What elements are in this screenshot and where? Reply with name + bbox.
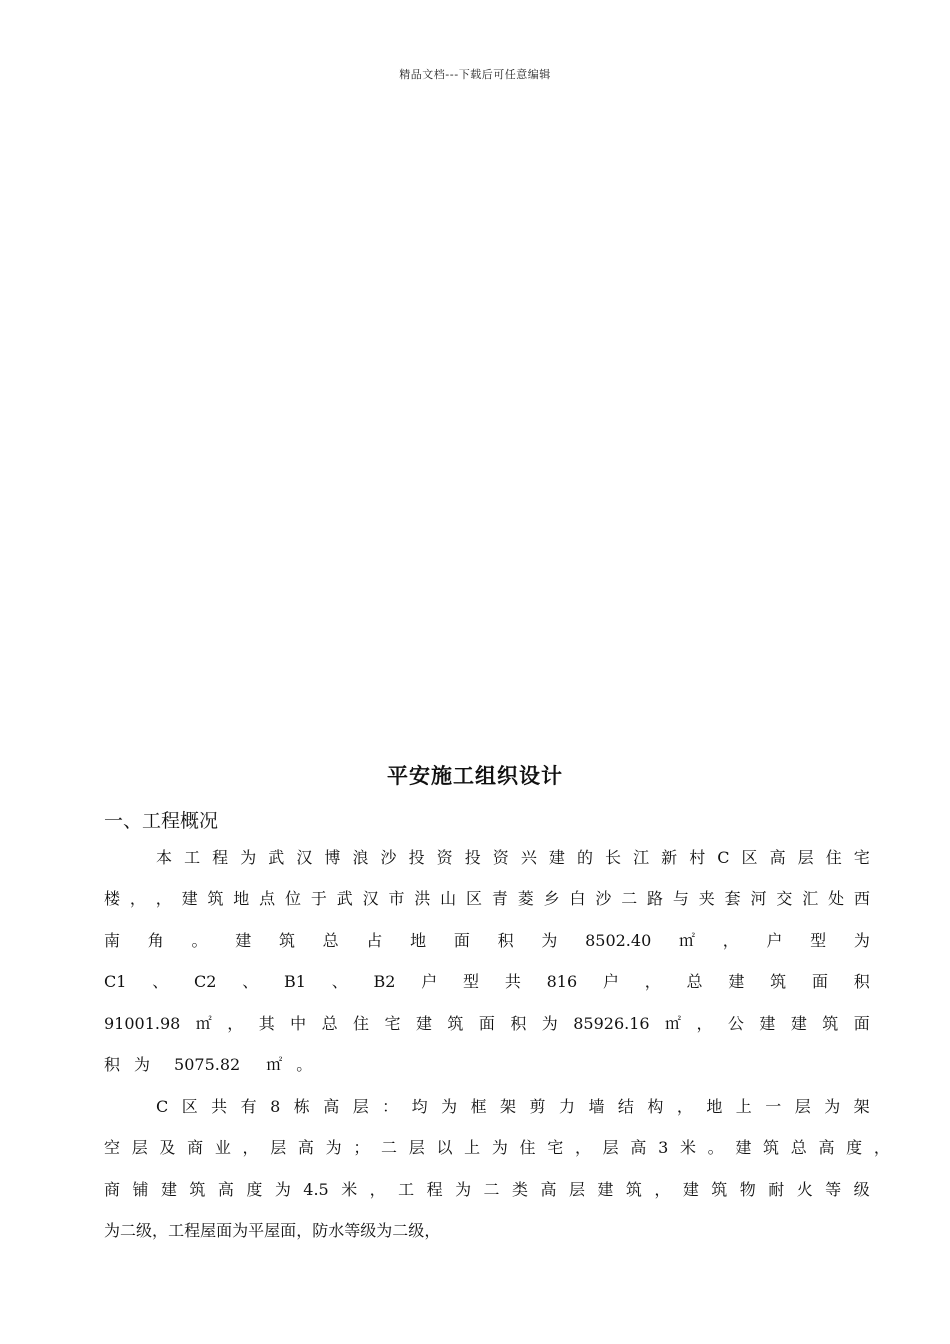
text-token: 。 [707, 1138, 724, 1157]
text-token: 青 [491, 889, 508, 908]
text-token: 宅 [853, 848, 870, 867]
text-token: 户 [766, 931, 783, 950]
text-token: 总 [790, 1138, 807, 1157]
text-line [104, 970, 870, 994]
text-token: 平 [248, 1221, 265, 1240]
text-token: 建 [415, 1014, 432, 1033]
text-token: ， [696, 1014, 713, 1033]
text-token: 程 [426, 1180, 443, 1199]
text-token: ㎡ [266, 1055, 283, 1074]
text-token: ， [873, 1138, 890, 1157]
text-token: 交 [776, 889, 793, 908]
text-token: 高 [323, 1097, 340, 1116]
text-token: 总 [686, 972, 703, 991]
text-token: 商 [104, 1180, 121, 1199]
text-token: 架 [853, 1097, 870, 1116]
text-token: 浪 [352, 848, 369, 867]
text-token: 91001.98 [104, 1014, 181, 1033]
text-token: 屋 [200, 1221, 217, 1240]
text-token: 米 [341, 1180, 358, 1199]
text-token: 点 [259, 889, 276, 908]
text-token: 、 [242, 972, 259, 991]
text-token: 投 [408, 848, 425, 867]
text-token: 筑 [711, 1180, 728, 1199]
text-token: 建 [735, 1138, 752, 1157]
text-token: ， [242, 1138, 259, 1157]
text-token: 等 [344, 1221, 361, 1240]
text-token: 墙 [588, 1097, 605, 1116]
text-token: ， [654, 1180, 671, 1199]
text-token: 为 [541, 931, 558, 950]
text-token: 水 [328, 1221, 345, 1240]
text-token: 。 [191, 931, 208, 950]
text-token: 一 [765, 1097, 782, 1116]
text-token: 栋 [293, 1097, 310, 1116]
text-token: 框 [470, 1097, 487, 1116]
text-token: 户 [602, 972, 619, 991]
text-token: C [717, 848, 730, 867]
text-token: 构 [647, 1097, 664, 1116]
text-token: 资 [492, 848, 509, 867]
text-token: 路 [647, 889, 664, 908]
text-token: 地 [233, 889, 250, 908]
text-token: 层 [270, 1138, 287, 1157]
text-token: 型 [463, 972, 480, 991]
text-token: 筑 [189, 1180, 206, 1199]
text-token: 住 [825, 848, 842, 867]
text-line [104, 1178, 870, 1202]
text-token: 建 [682, 1180, 699, 1199]
text-token: 为 [853, 931, 870, 950]
text-token: 为 [541, 1014, 558, 1033]
document-title: 平安施工组织设计 [387, 764, 563, 788]
text-token: 为 [824, 1097, 841, 1116]
text-token: C2 [194, 972, 217, 991]
text-line [104, 1136, 890, 1160]
text-token: 屋 [264, 1221, 281, 1240]
text-token: 85926.16 [573, 1014, 650, 1033]
text-token: 筑 [822, 1014, 839, 1033]
text-token: 。 [296, 1055, 313, 1074]
text-token: 度 [846, 1138, 863, 1157]
text-token: 8502.40 [585, 931, 652, 950]
text-token: B2 [373, 972, 396, 991]
text-token: 二 [120, 1221, 137, 1240]
text-token: 及 [159, 1138, 176, 1157]
text-token: C [156, 1097, 169, 1116]
text-token: 筑 [278, 931, 295, 950]
text-token: 投 [464, 848, 481, 867]
text-token: ， [152, 1221, 169, 1240]
text-token: 火 [796, 1180, 813, 1199]
text-token: 耐 [768, 1180, 785, 1199]
text-token: 资 [436, 848, 453, 867]
text-token: 二 [621, 889, 638, 908]
text-token: 为 [325, 1138, 342, 1157]
text-token: 物 [739, 1180, 756, 1199]
text-token: 8 [270, 1097, 281, 1116]
text-token: 业 [214, 1138, 231, 1157]
text-line [104, 887, 870, 911]
text-token: 为 [232, 1221, 249, 1240]
text-token: 地 [410, 931, 427, 950]
text-token: 建 [235, 931, 252, 950]
text-token: 建 [548, 848, 565, 867]
text-token: 筑 [625, 1180, 642, 1199]
text-token: 筑 [207, 889, 224, 908]
text-token: 为 [491, 1138, 508, 1157]
text-token: 架 [500, 1097, 517, 1116]
text-token: 汇 [802, 889, 819, 908]
text-token: 角 [147, 931, 164, 950]
text-token: 中 [290, 1014, 307, 1033]
text-token: ㎡ [195, 1014, 212, 1033]
text-token: 占 [366, 931, 383, 950]
text-token: 5075.82 [174, 1055, 241, 1074]
text-token: 总 [322, 931, 339, 950]
text-token: 剪 [529, 1097, 546, 1116]
text-token: C1 [104, 972, 127, 991]
text-token: 汉 [362, 889, 379, 908]
text-token: 高 [540, 1180, 557, 1199]
text-token: 二 [381, 1138, 398, 1157]
text-token: ： [382, 1097, 399, 1116]
text-token: 层 [131, 1138, 148, 1157]
text-token: 均 [411, 1097, 428, 1116]
text-token: 有 [240, 1097, 257, 1116]
text-token: 村 [689, 848, 706, 867]
text-token: ， [644, 972, 661, 991]
text-token: 3 [658, 1138, 669, 1157]
text-token: 地 [706, 1097, 723, 1116]
text-token: 为 [134, 1055, 151, 1074]
text-token: 积 [497, 931, 514, 950]
text-token: 总 [321, 1014, 338, 1033]
text-token: 建 [759, 1014, 776, 1033]
text-token: 武 [336, 889, 353, 908]
text-token: ， [155, 889, 172, 908]
text-token: 工 [398, 1180, 415, 1199]
text-token: 位 [285, 889, 302, 908]
text-token: ， [227, 1014, 244, 1033]
text-token: 沙 [595, 889, 612, 908]
text-token: 为 [240, 848, 257, 867]
text-token: 以 [436, 1138, 453, 1157]
text-token: 兴 [520, 848, 537, 867]
text-token: 级 [360, 1221, 377, 1240]
text-token: 区 [466, 889, 483, 908]
text-token: ， [129, 889, 146, 908]
text-token: 于 [310, 889, 327, 908]
text-token: 工 [168, 1221, 185, 1240]
text-token: 高 [297, 1138, 314, 1157]
text-token: 类 [512, 1180, 529, 1199]
text-token: 住 [519, 1138, 536, 1157]
text-token: 与 [672, 889, 689, 908]
text-token: 菱 [517, 889, 534, 908]
text-token: 高 [769, 848, 786, 867]
text-token: ， [424, 1221, 441, 1240]
text-token: 洪 [414, 889, 431, 908]
text-token: 市 [388, 889, 405, 908]
text-token: 积 [853, 972, 870, 991]
text-token: ， [296, 1221, 313, 1240]
text-token: 铺 [132, 1180, 149, 1199]
text-token: 筑 [447, 1014, 464, 1033]
text-token: 住 [353, 1014, 370, 1033]
text-line [104, 1219, 870, 1243]
text-token: 套 [724, 889, 741, 908]
text-token: 高 [630, 1138, 647, 1157]
text-token: 面 [216, 1221, 233, 1240]
text-token: 二 [392, 1221, 409, 1240]
text-token: 商 [187, 1138, 204, 1157]
text-token: 博 [324, 848, 341, 867]
text-token: 建 [728, 972, 745, 991]
text-line [156, 1095, 870, 1119]
text-token: B1 [284, 972, 306, 991]
text-token: 级 [408, 1221, 425, 1240]
text-token: 层 [794, 1097, 811, 1116]
text-token: 度 [246, 1180, 263, 1199]
text-token: 、 [331, 972, 348, 991]
text-token: 筑 [770, 972, 787, 991]
text-token: 程 [184, 1221, 201, 1240]
text-token: 为 [274, 1180, 291, 1199]
text-token: 高 [818, 1138, 835, 1157]
text-token: 面 [811, 972, 828, 991]
text-token: 区 [181, 1097, 198, 1116]
text-token: 宅 [384, 1014, 401, 1033]
text-token: 西 [853, 889, 870, 908]
text-token: 上 [735, 1097, 752, 1116]
text-token: ， [574, 1138, 591, 1157]
text-token: 河 [750, 889, 767, 908]
text-token: 层 [568, 1180, 585, 1199]
text-token: 防 [312, 1221, 329, 1240]
text-token: 面 [853, 1014, 870, 1033]
text-token: ㎡ [665, 1014, 682, 1033]
text-token: 层 [797, 848, 814, 867]
text-token: 为 [455, 1180, 472, 1199]
text-token: 宅 [547, 1138, 564, 1157]
text-token: 建 [790, 1014, 807, 1033]
text-token: 层 [408, 1138, 425, 1157]
text-token: 夹 [698, 889, 715, 908]
text-token: 面 [280, 1221, 297, 1240]
text-line [104, 929, 870, 953]
text-token: 户 [421, 972, 438, 991]
text-token: 、 [152, 972, 169, 991]
text-line [104, 1053, 870, 1077]
text-token: 共 [211, 1097, 228, 1116]
text-token: 建 [181, 889, 198, 908]
text-token: 山 [440, 889, 457, 908]
text-token: 的 [576, 848, 593, 867]
text-token: 上 [464, 1138, 481, 1157]
text-token: 结 [617, 1097, 634, 1116]
text-line [156, 846, 870, 870]
text-token: 乡 [543, 889, 560, 908]
text-token: 沙 [380, 848, 397, 867]
text-token: 4.5 [303, 1180, 329, 1199]
text-token: 为 [376, 1221, 393, 1240]
text-token: 二 [483, 1180, 500, 1199]
text-token: 区 [741, 848, 758, 867]
text-token: 楼 [104, 889, 121, 908]
text-token: ， [722, 931, 739, 950]
text-token: 程 [212, 848, 229, 867]
text-token: ； [353, 1138, 370, 1157]
text-token: 米 [679, 1138, 696, 1157]
text-token: 力 [558, 1097, 575, 1116]
text-token: 层 [602, 1138, 619, 1157]
text-token: 白 [569, 889, 586, 908]
page-header: 精品文档---下载后可任意编辑 [399, 68, 551, 81]
text-token: 长 [605, 848, 622, 867]
text-token: 为 [441, 1097, 458, 1116]
text-token: ， [676, 1097, 693, 1116]
text-token: 型 [810, 931, 827, 950]
text-token: 级 [136, 1221, 153, 1240]
text-token: 其 [258, 1014, 275, 1033]
text-token: 层 [352, 1097, 369, 1116]
text-token: ， [369, 1180, 386, 1199]
text-token: 为 [104, 1221, 121, 1240]
text-token: 汉 [296, 848, 313, 867]
text-token: 建 [160, 1180, 177, 1199]
text-token: 面 [453, 931, 470, 950]
text-token: 空 [104, 1138, 121, 1157]
text-token: 建 [597, 1180, 614, 1199]
text-token: 工 [184, 848, 201, 867]
text-token: ㎡ [678, 931, 695, 950]
text-token: 本 [156, 848, 173, 867]
text-token: 新 [661, 848, 678, 867]
text-token: 南 [104, 931, 121, 950]
text-line [104, 1012, 870, 1036]
text-token: 面 [478, 1014, 495, 1033]
text-token: 等 [825, 1180, 842, 1199]
text-token: 共 [504, 972, 521, 991]
text-token: 公 [727, 1014, 744, 1033]
text-token: 积 [104, 1055, 121, 1074]
text-token: 级 [853, 1180, 870, 1199]
text-token: 积 [510, 1014, 527, 1033]
text-token: 816 [546, 972, 578, 991]
text-token: 高 [217, 1180, 234, 1199]
text-token: 武 [268, 848, 285, 867]
section-heading: 一、工程概况 [104, 810, 219, 832]
text-token: 处 [828, 889, 845, 908]
text-token: 筑 [763, 1138, 780, 1157]
text-token: 江 [633, 848, 650, 867]
